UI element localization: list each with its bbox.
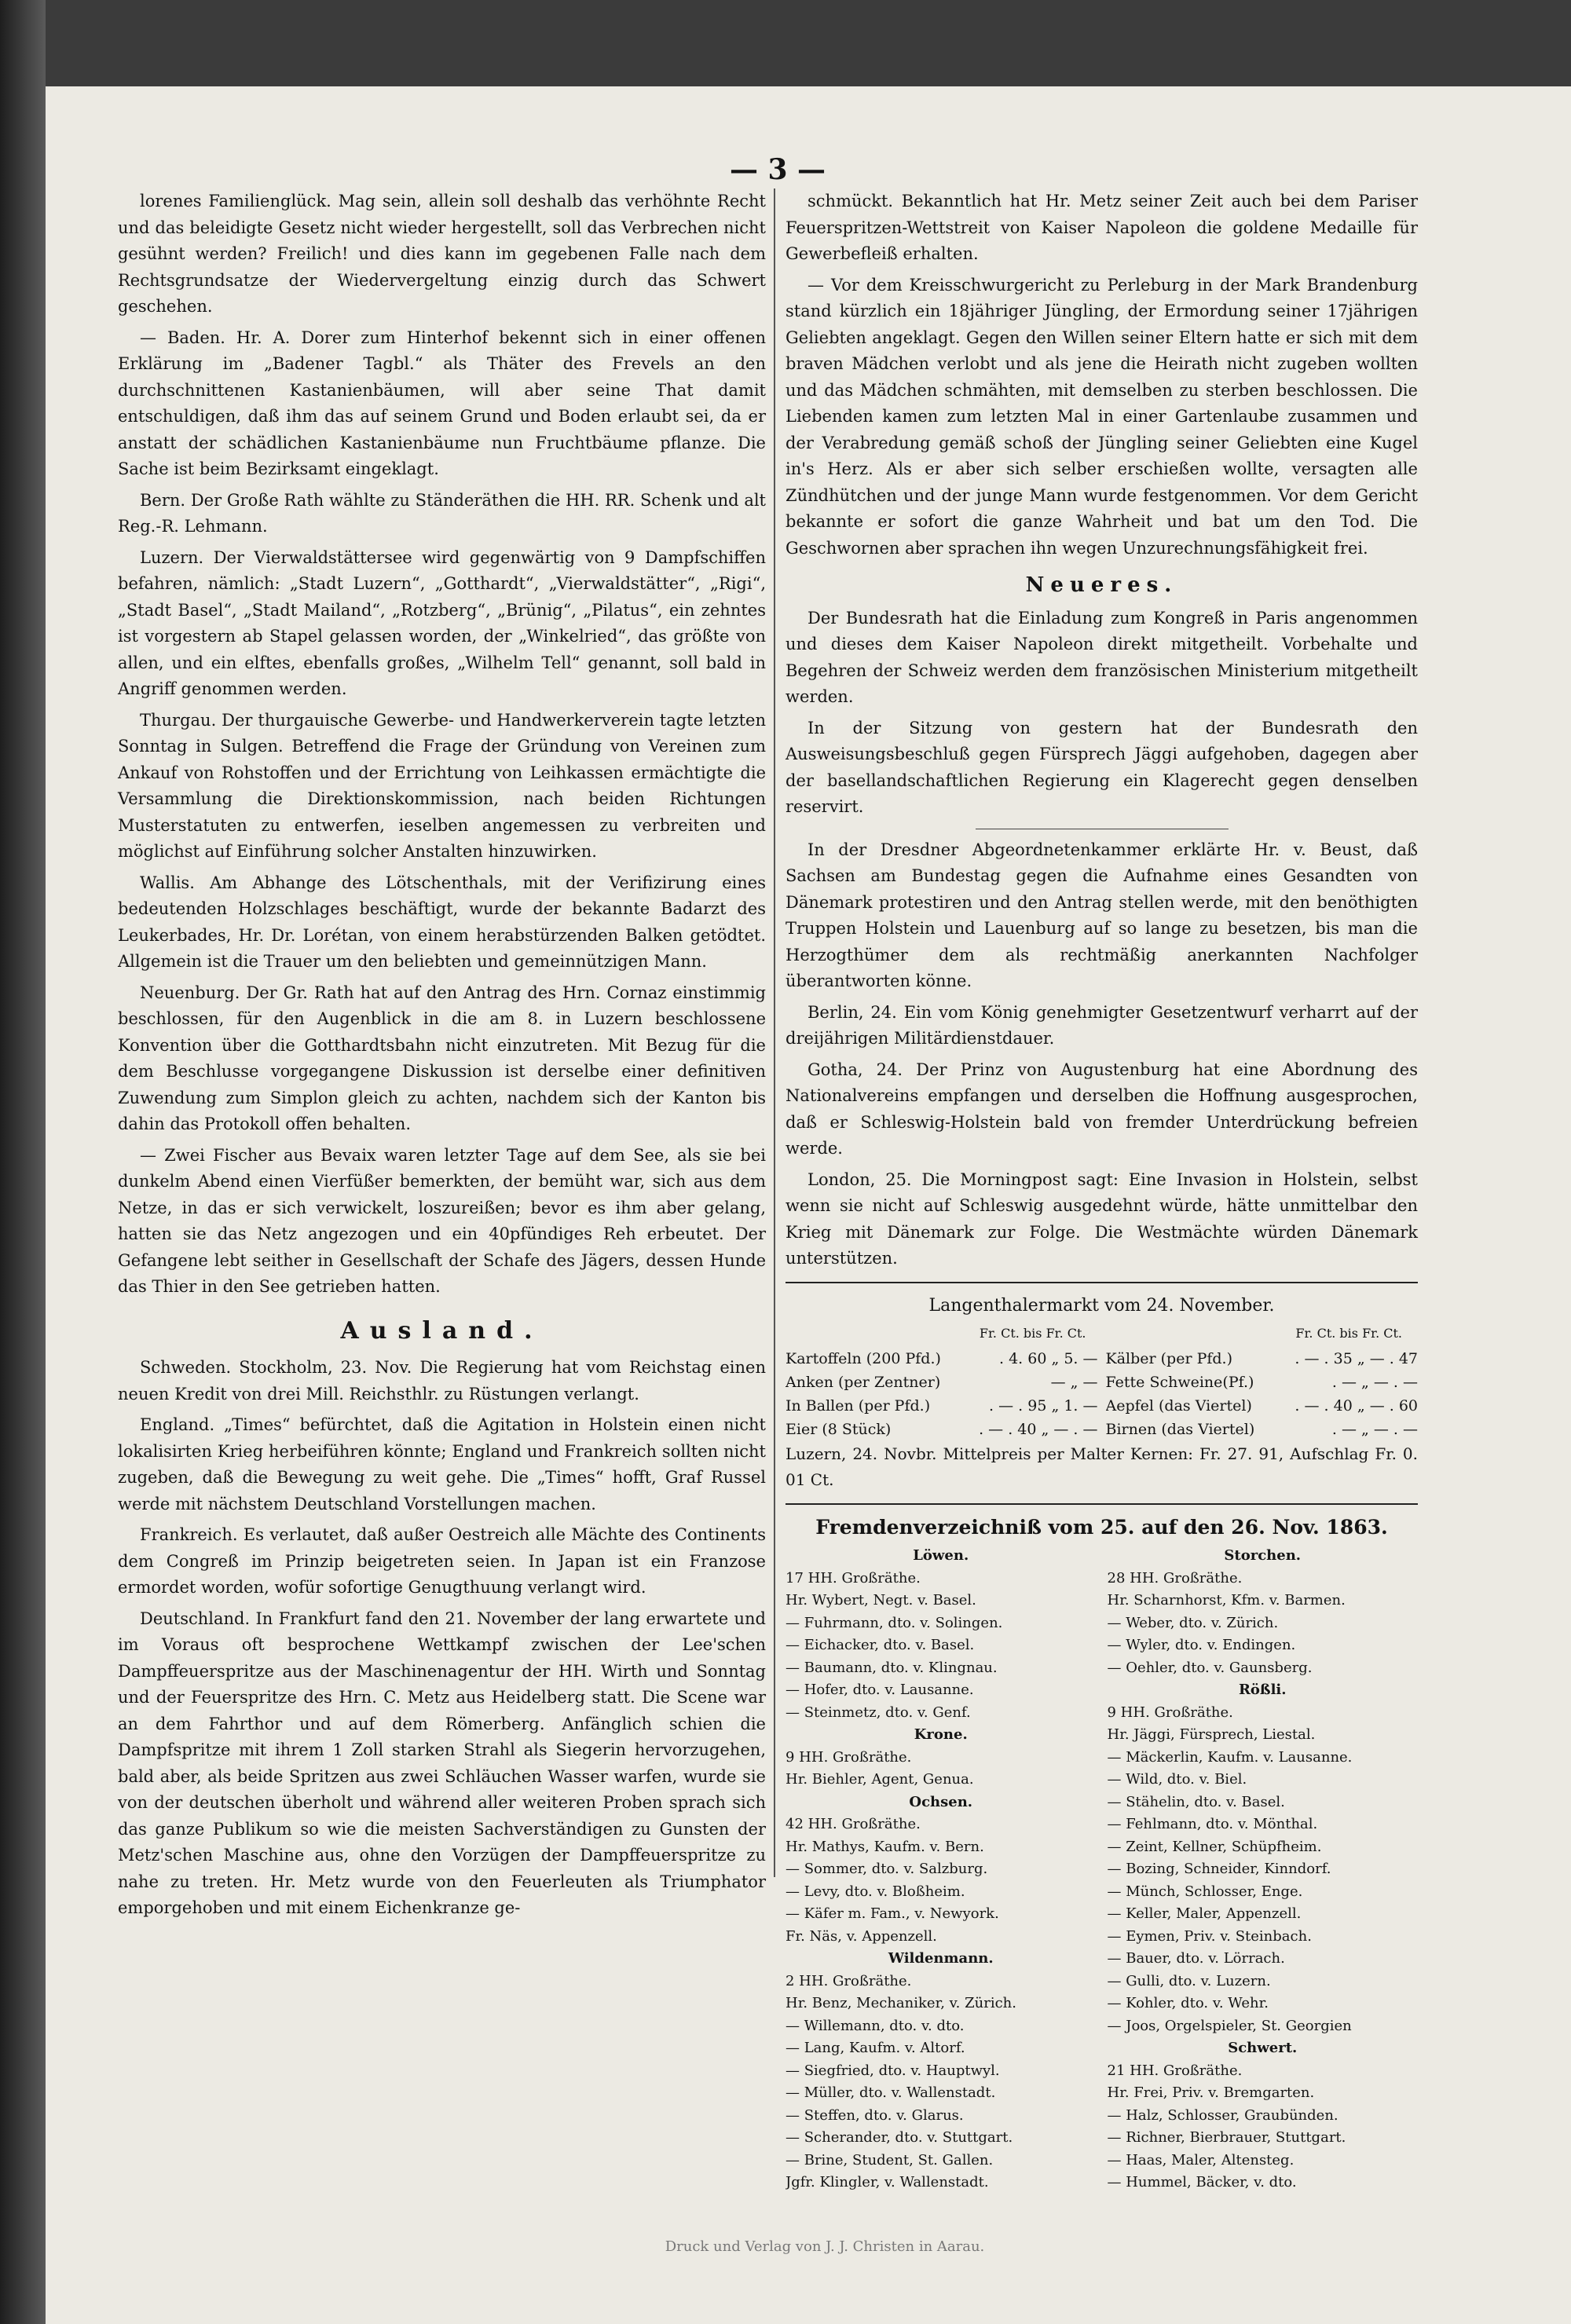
guest-entry: 9 HH. Großräthe. [1107,1704,1233,1721]
market-divider [786,1282,1418,1283]
column-divider [774,188,775,1877]
market-price: . 4. 60 „ 5. — [998,1349,1098,1367]
guest-entry: — Bauer, dto. v. Lörrach. [1107,1950,1285,1967]
article-paragraph: In der Sitzung von gestern hat der Bundesrath den Ausweisungsbeschluß gegen Fürsprech Jäggi aufgehoben, dagegen aber der basellandschaftlichen Regierung ein Klagerecht gegen denselben reservirt. [786,718,1418,816]
article-paragraph: Gotha, 24. Der Prinz von Augustenburg hat eine Abordnung des Nationalvereins empfangen und derselben die Hoffnung ausgesprochen, daß er Schleswig-Holstein bald von fremder Unterdrückung befreien werde. [786,1060,1418,1158]
guest-entry: — Wild, dto. v. Biel. [1107,1771,1247,1788]
guest-entry: — Willemann, dto. v. dto. [786,2017,965,2034]
guest-entry: — Haas, Maler, Altensteg. [1107,2151,1295,2168]
left-column [118,188,766,1927]
guest-entry: Fr. Näs, v. Appenzell. [786,1927,937,1945]
market-report [786,1293,1418,1494]
market-item: Kartoffeln (200 Pfd.) [786,1349,941,1367]
guest-entry: — Wyler, dto. v. Endingen. [1107,1637,1296,1653]
article-paragraph: Frankreich. Es verlautet, daß außer Oestreich alle Mächte des Continents dem Congreß im Prinzip beigetreten seien. In Japan ist ein Franzose ermordet worden, wofür sofortige Genugthuung verlangt wird. [118,1525,766,1597]
market-item: Birnen (das Viertel) [1105,1420,1255,1438]
guest-entry: — Lang, Kaufm. v. Altorf. [786,2040,965,2056]
guest-entry: 42 HH. Großräthe. [786,1816,921,1832]
hotel-name: Storchen. [1224,1547,1302,1564]
market-row [1106,1394,1419,1418]
article-paragraph: Luzern. Der Vierwaldstättersee wird gegenwärtig von 9 Dampfschiffen befahren, nämlich: „Stadt Luzern“, „Gotthardt“, „Vierwaldstätter“, „Rigi“, „Stadt Basel“, „Stadt Mailand“, „Rotzberg“, „Brünig“, „Pilatus“, ein zehntes ist vorgestern ab Stapel gelassen worden, der „Winkelried“, das größte von allen, und ein elftes, ebenfalls großes, „Wilhelm Tell“ genannt, soll bald in Angriff genommen werden. [118,547,766,698]
guest-entry: — Kohler, dto. v. Wehr. [1107,1995,1269,2011]
guest-entry: Hr. Mathys, Kaufm. v. Bern. [786,1838,984,1855]
ausland-heading: Ausland. [340,1316,544,1345]
neueres-heading: Neueres. [1025,573,1178,597]
article-paragraph: In der Dresdner Abgeordnetenkammer erklärte Hr. v. Beust, daß Sachsen am Bundestag gegen die Aufnahme eines Gesandten von Dänemark protestiren und den Antrag stellen werde, mit den benöthigten Truppen Holstein und Lauenburg auf so lange zu besetzen, bis man die Herzogthümer dem als rechtmäßig anerkannten Nachfolger überantworten könne. [786,840,1418,990]
guest-entry: — Steinmetz, dto. v. Genf. [786,1704,971,1721]
guest-entry: 28 HH. Großräthe. [1107,1569,1243,1587]
guest-entry: — Käfer m. Fam., v. Newyork. [786,1905,999,1922]
guest-entry: — Eymen, Priv. v. Steinbach. [1107,1927,1312,1945]
market-item: Fette Schweine(Pf.) [1105,1373,1254,1391]
market-row [786,1394,1098,1418]
market-row [786,1371,1098,1394]
guest-entry: — Hofer, dto. v. Lausanne. [786,1682,974,1698]
market-price: . — . 40 „ — . 60 [1295,1396,1418,1415]
guest-entry: — Siegfried, dto. v. Hauptwyl. [786,2062,1000,2079]
guest-entry: — Gulli, dto. v. Luzern. [1107,1972,1271,1989]
left-articles [118,188,766,1301]
book-spine [0,0,46,2324]
guest-entry: — Keller, Maler, Appenzell. [1107,1905,1302,1922]
guest-entry: 9 HH. Großräthe. [786,1748,912,1766]
guest-entry: — Eichacker, dto. v. Basel. [786,1637,975,1653]
guest-entry: Hr. Biehler, Agent, Genua. [786,1771,974,1788]
market-row [1106,1418,1419,1441]
guest-entry: 2 HH. Großräthe. [786,1972,912,1989]
neueres-articles [786,606,1418,821]
market-left-list [786,1347,1098,1441]
right-column [786,188,1418,2194]
guest-entry: — Steffen, dto. v. Glarus. [786,2106,964,2124]
article-paragraph: lorenes Familienglück. Mag sein, allein soll deshalb das verhöhnte Recht und das beleidigte Gesetz nicht wieder hergestellt, soll das Verbrechen nicht gesühnt werden? Freilich! und dies kann im gegebenen Falle nach dem Rechtsgrundsatze der Wiedervergeltung einzig durch das Schwert geschehen. [118,192,766,316]
guest-entry: — Brine, Student, St. Gallen. [786,2151,994,2168]
market-item: Kälber (per Pfd.) [1105,1349,1232,1367]
market-row [1106,1347,1419,1371]
market-table [786,1347,1418,1441]
hotel-name: Krone. [914,1726,968,1743]
page-number: — 3 — [729,153,826,186]
article-paragraph: Bern. Der Große Rath wählte zu Ständeräthen die HH. RR. Schenk und alt Reg.-R. Lehmann. [118,490,766,536]
guest-entry: Hr. Jäggi, Fürsprech, Liestal. [1107,1726,1316,1743]
article-paragraph: Deutschland. In Frankfurt fand den 21. November der lang erwartete und im Voraus oft besprochene Wettkampf zwischen der Lee'schen Dampffeuerspritze aus der Maschinenagentur der HH. Wirth und Sonntag und der Feuerspritze des Hrn. C. Metz aus Heidelberg statt. Die Scene war an dem Fahrthor und auf dem Römerberg. Anfänglich schien die Dampfspritze mit ihrem 1 Zoll starken Strahl als Siegerin hervorzugehen, bald aber, als beide Spritzen aus zwei Schläuchen Wasser warfen, wurde sie von der deutschen überholt und während aller weiteren Proben sprach sich das ganze Publikum so wie die meisten Sachverständigen zu Gunsten der Metz'schen Maschine aus, ohne den Vorzügen der Dampffeuerspritze zu nahe zu treten. Hr. Metz wurde von den Feuerleuten als Triumphator emporgehoben und mit einem Eichenkranze ge- [118,1609,766,1917]
ausland-articles [118,1355,766,1922]
guest-entry: — Stähelin, dto. v. Basel. [1107,1793,1285,1810]
guest-entry: — Halz, Schlosser, Graubünden. [1107,2106,1338,2124]
article-paragraph: Neuenburg. Der Gr. Rath hat auf den Antrag des Hrn. Cornaz einstimmig beschlossen, für den Augenblick in die am 8. in Luzern beschlossene Konvention über die Gotthardtsbahn nicht einzutreten. Mit Bezug für die dem Beschlusse vorgegangene Diskussion ist derselbe einer definitiven Zuwendung zum Simplon gleich zu achten, nachdem sich der Kanton bis dahin das Protokoll offen behalten. [118,983,766,1133]
article-paragraph: — Vor dem Kreisschwurgericht zu Perleburg in der Mark Brandenburg stand kürzlich ein 18jähriger Jüngling, der Ermordung seiner 17jährigen Geliebten angeklagt. Gegen den Willen seiner Eltern hatte er sich mit dem braven Mädchen verlobt und als jene die Heirath nicht zugeben wollten und das Mädchen schmähten, mit demselben zu sterben beschlossen. Die Liebenden kamen zum letzten Mal in einer Gartenlaube zusammen und der Verabredung gemäß schoß der Jüngling seiner Geliebten eine Kugel in's Herz. Als er aber sich selber erschießen wollte, versagten alle Zündhütchen und der junge Mann wurde festgenommen. Vor dem Gericht bekannte er sofort die ganze Wahrheit und bat um den Tod. Die Geschwornen aber sprachen ihn wegen Unzurechnungsfähigkeit frei. [786,275,1418,558]
article-paragraph: schmückt. Bekanntlich hat Hr. Metz seiner Zeit auch bei dem Pariser Feuerspritzen-Wettstreit von Kaiser Napoleon die goldene Medaille für Gewerbefleiß erhalten. [786,192,1418,263]
market-row [786,1418,1098,1441]
market-item: Aepfel (das Viertel) [1105,1396,1252,1415]
market-price: — „ — [1050,1373,1098,1391]
market-right-list [1106,1347,1419,1441]
market-item: In Ballen (per Pfd.) [786,1396,931,1415]
guest-entry: 17 HH. Großräthe. [786,1569,921,1587]
guest-entry: Hr. Benz, Mechaniker, v. Zürich. [786,1995,1016,2011]
guest-entry: — Levy, dto. v. Bloßheim. [786,1883,965,1900]
guest-list-right [1108,1545,1419,2194]
market-price: . — „ — . — [1331,1373,1418,1391]
guest-entry: — Oehler, dto. v. Gaunsberg. [1107,1659,1313,1676]
hotel-name: Löwen. [913,1547,969,1564]
article-paragraph: Schweden. Stockholm, 23. Nov. Die Regierung hat vom Reichstag einen neuen Kredit von drei Mill. Reichsthlr. zu Rüstungen verlangt. [118,1358,766,1404]
foreign-news-articles [786,837,1418,1272]
guest-entry: — Fuhrmann, dto. v. Solingen. [786,1614,1003,1631]
article-paragraph: London, 25. Die Morningpost sagt: Eine Invasion in Holstein, selbst wenn sie nicht auf Schleswig ausgedehnt würde, hätte unmittelbar den Krieg mit Dänemark zur Folge. Die Westmächte würden Dänemark unterstützen. [786,1169,1418,1268]
hotel-name: Rößli. [1238,1682,1287,1698]
market-price: . — „ — . — [1331,1420,1418,1438]
guest-list [786,1545,1418,2194]
market-price: . — . 40 „ — . — [979,1420,1098,1438]
guest-entry: — Scherander, dto. v. Stuttgart. [786,2129,1013,2146]
guest-entry: — Joos, Orgelspieler, St. Georgien [1107,2017,1352,2034]
hotel-name: Ochsen. [909,1793,973,1810]
market-item: Anken (per Zentner) [786,1373,941,1391]
fremden-divider [786,1503,1418,1505]
guest-entry: Hr. Scharnhorst, Kfm. v. Barmen. [1107,1592,1346,1609]
guest-entry: — Zeint, Kellner, Schüpfheim. [1107,1838,1322,1855]
market-item: Eier (8 Stück) [786,1420,892,1438]
guest-entry: Hr. Frei, Priv. v. Bremgarten. [1107,2084,1315,2101]
article-paragraph: Thurgau. Der thurgauische Gewerbe- und Handwerkerverein tagte letzten Sonntag in Sulgen. Betreffend die Frage der Gründung von Vereinen zum Ankauf von Rohstoffen und der Errichtung von Leihkassen ermächtigte die Versammlung die Direktionskommission, nach beiden Richtungen Musterstatuten zu entwerfen, ieselben angemessen zu verbreiten und möglichst auf Einführung solcher Anstalten hinzuwirken. [118,710,766,861]
guest-entry: — Fehlmann, dto. v. Mönthal. [1107,1816,1318,1832]
article-paragraph: Der Bundesrath hat die Einladung zum Kongreß in Paris angenommen und dieses dem Kaiser Napoleon direkt mitgetheilt. Vorbehalte und Begehren der Schweiz werden dem französischen Ministerium mitgetheilt werden. [786,608,1418,706]
article-paragraph: Berlin, 24. Ein vom König genehmigter Gesetzentwurf verharrt auf der dreijährigen Militärdienstdauer. [786,1002,1418,1048]
fremden-title: Fremdenverzeichniß vom 25. auf den 26. Nov. 1863. [815,1515,1388,1539]
market-price: . — . 35 „ — . 47 [1295,1349,1418,1367]
printer-imprint: Druck und Verlag von J. J. Christen in Aarau. [665,2238,985,2255]
guest-entry: 21 HH. Großräthe. [1107,2062,1243,2079]
article-paragraph: — Zwei Fischer aus Bevaix waren letzter Tage auf dem See, als sie bei dunkelm Abend einen Vierfüßer bemerkten, der bemüht war, sich aus dem Netze, in das er sich verwickelt, loszureißen; bevor es ihm aber gelang, hatten sie das Netz angezogen und ein 40pfündiges Reh erbeutet. Der Gefangene lebt seither in Gesellschaft der Schafe des Jägers, dessen Hunde das Thier in den See getrieben hatten. [118,1145,766,1296]
guest-entry: — Mäckerlin, Kaufm. v. Lausanne. [1107,1748,1353,1766]
guest-entry: — Sommer, dto. v. Salzburg. [786,1861,988,1877]
right-articles [786,188,1418,562]
market-col-header-right: Fr. Ct. bis Fr. Ct. [1295,1326,1402,1341]
market-column-headers [786,1320,1418,1347]
grain-price-note: Luzern, 24. Novbr. Mittelpreis per Malter Kernen: Fr. 27. 91, Aufschlag Fr. 0. 01 Ct. [786,1444,1418,1489]
guest-entry: Jgfr. Klingler, v. Wallenstadt. [786,2174,989,2190]
article-paragraph: — Baden. Hr. A. Dorer zum Hinterhof bekennt sich in einer offenen Erklärung im „Badener Tagbl.“ als Thäter des Frevels an den durchschnittenen Kastanienbäumen, will aber seine That damit entschuldigen, daß ihm das auf seinem Grund und Boden erlaubt sei, da er anstatt der schädlichen Kastanienbäume nun Fruchtbäume pflanze. Die Sache ist beim Bezirksamt eingeklagt. [118,328,766,478]
guest-list-left [786,1545,1097,2194]
guest-entry: — Bozing, Schneider, Kinndorf. [1107,1861,1331,1877]
article-paragraph: Wallis. Am Abhange des Lötschenthals, mit der Verifizirung eines bedeutenden Holzschlages beschäftigt, wurde der bekannte Badarzt des Leukerbades, Hr. Dr. Lorétan, von einem herabstürzenden Balken getödtet. Allgemein ist die Trauer um den beliebten und gemeinnützigen Mann. [118,873,766,971]
guest-entry: — Baumann, dto. v. Klingnau. [786,1659,998,1676]
market-row [786,1347,1098,1371]
hotel-name: Wildenmann. [888,1950,994,1967]
hotel-name: Schwert. [1228,2040,1298,2056]
guest-entry: — Münch, Schlosser, Enge. [1107,1883,1303,1900]
article-paragraph: England. „Times“ befürchtet, daß die Agitation in Holstein einen nicht lokalisirten Krieg herbeiführen könnte; England und Frankreich sollten nicht zugeben, daß die Bewegung zu weit gehe. Die „Times“ hofft, Graf Russel werde mit nächstem Deutschland Vorstellungen machen. [118,1415,766,1513]
market-col-header-left: Fr. Ct. bis Fr. Ct. [979,1326,1086,1341]
guest-entry: — Weber, dto. v. Zürich. [1107,1614,1279,1631]
guest-entry: — Müller, dto. v. Wallenstadt. [786,2084,996,2101]
guest-entry: — Richner, Bierbrauer, Stuttgart. [1107,2129,1346,2146]
guest-entry: Hr. Wybert, Negt. v. Basel. [786,1592,976,1609]
market-row [1106,1371,1419,1394]
market-price: . — . 95 „ 1. — [989,1396,1098,1415]
guest-entry: — Hummel, Bäcker, v. dto. [1107,2174,1297,2190]
market-title: Langenthalermarkt vom 24. November. [928,1295,1275,1316]
